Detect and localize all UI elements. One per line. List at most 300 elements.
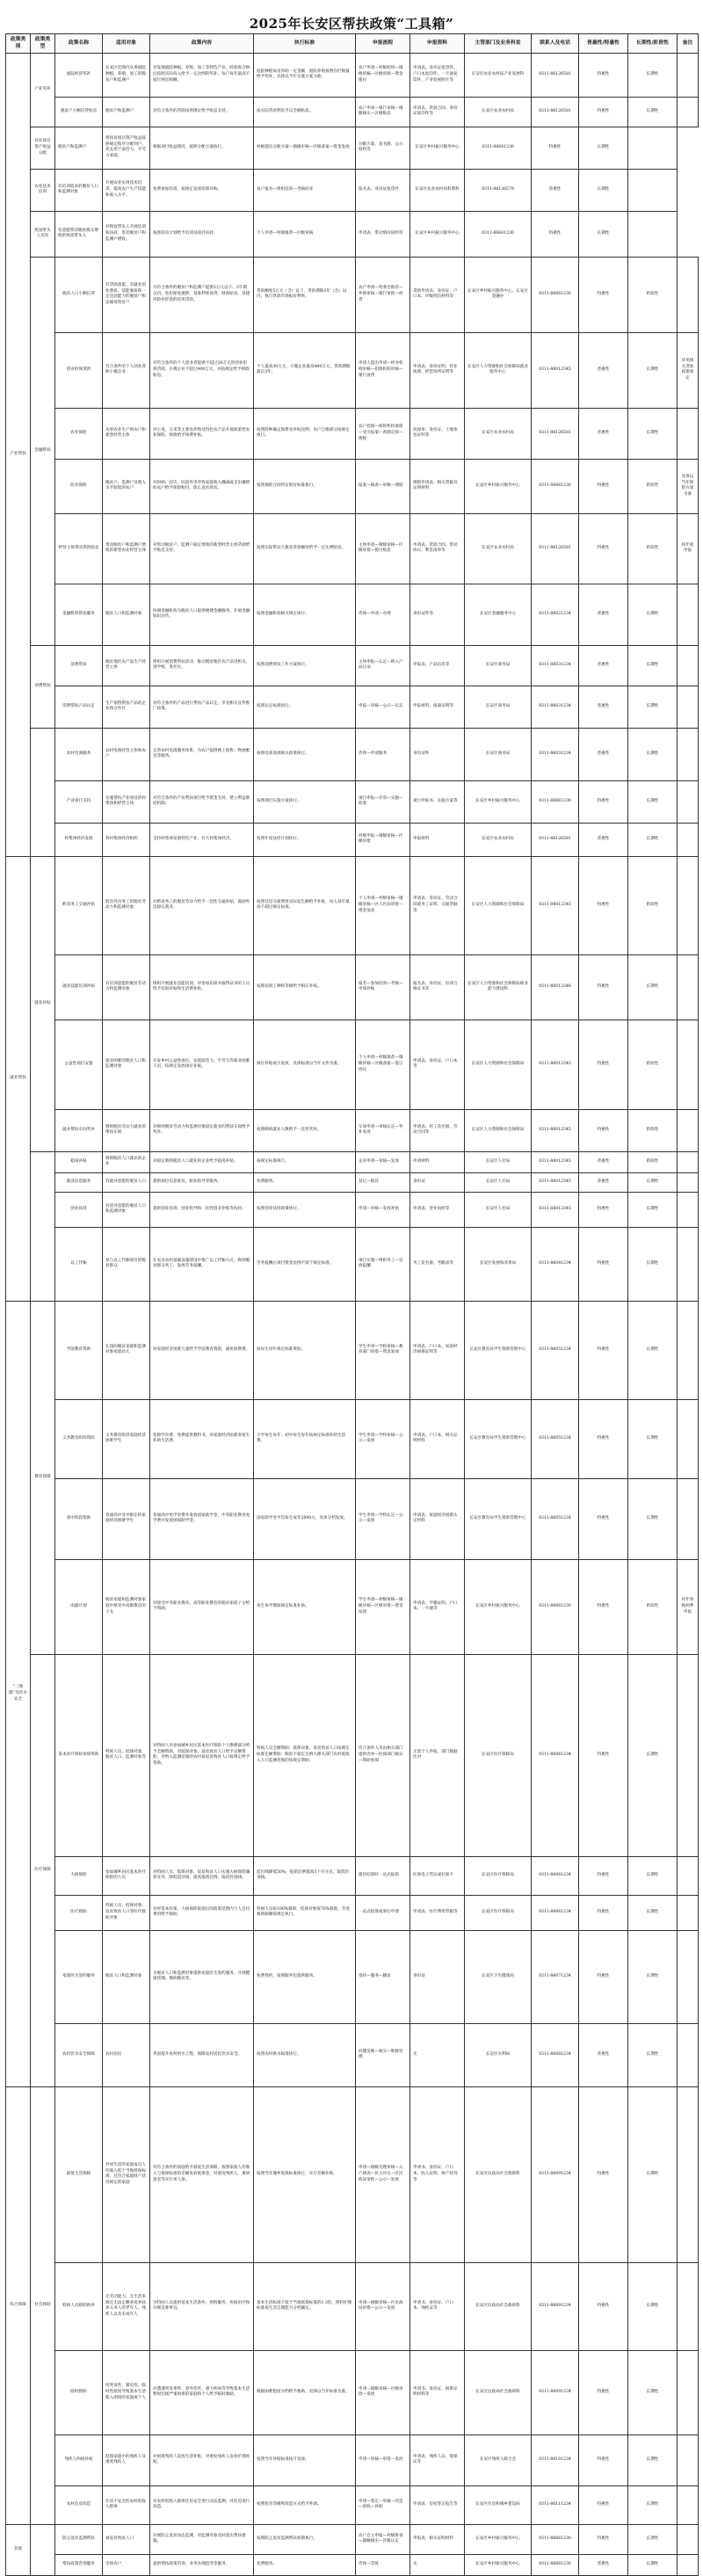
benefit-type-cell: 特惠性: [579, 1109, 628, 1151]
benefit-type-cell: 特惠性: [579, 2485, 628, 2524]
duration-cell: 长期性: [579, 127, 628, 169]
header-name: 政策名称: [55, 34, 103, 54]
contact-cell: 0311-86661230: [532, 2554, 579, 2575]
type-cell: 就业补贴: [31, 856, 55, 1151]
duration-cell: 阶段性: [628, 1109, 678, 1151]
dept-cell: 长安区水利局: [465, 2023, 532, 2086]
type-cell: 医疗保障: [31, 1654, 55, 2086]
note-cell: [678, 686, 699, 728]
type-cell: 金融帮扶: [31, 257, 55, 645]
flow-cell: 农户自主申报—村级排查—镇级核实—区级认定: [356, 2524, 410, 2554]
policy-name-cell: 临时救助: [55, 2350, 103, 2435]
benefit-type-cell: 特惠性: [579, 97, 628, 127]
note-cell: [678, 2524, 699, 2554]
policy-name-cell: 脱贫户小额信贷贴息: [55, 97, 103, 127]
contact-cell: 0311-86126579: [465, 169, 532, 211]
table-row: [6, 1930, 699, 2023]
standard-cell: 按规定标准执行。: [254, 1151, 356, 1172]
note-cell: [628, 127, 678, 169]
type-cell: [31, 1151, 55, 1301]
policy-name-cell: 防贫保险: [55, 459, 103, 513]
dept-cell: 长安区农业农村局: [465, 97, 532, 127]
policy-name-cell: 消费帮扶: [55, 645, 103, 686]
content-cell: 对发展庭院种植、养殖、加工等特色产业，经验收合格后按照实际投入给予一定比例的奖补，每户每年最高不超过规定限额。: [150, 53, 254, 97]
note-cell: [678, 1151, 699, 1172]
flow-cell: 农户申请—银行审核—镇级核实—区级贴息: [356, 97, 410, 127]
benefit-type-cell: 特惠性: [579, 1399, 628, 1478]
target-cell: 特困人员、低保对象、返贫致贫人口等医疗救助对象: [103, 1895, 150, 1930]
duration-cell: 长期性: [628, 728, 678, 780]
target-cell: 脱贫户和监测户: [55, 127, 103, 169]
type-cell: [31, 728, 55, 856]
type-cell: 教育保障: [31, 1301, 55, 1654]
target-cell: 参加城乡居民基本医疗保险的人员: [103, 1856, 150, 1895]
docs-cell: 申请书、身份证、困难证明材料等: [410, 2350, 465, 2435]
content-cell: 对特困人员、低保对象、返贫致贫人口实施大病保险倾斜支付，降低起付线、提高报销比例、取消封顶线。: [150, 1856, 254, 1895]
benefit-type-cell: 特惠性: [579, 2086, 628, 2262]
target-cell: 脱贫人口和监测对象: [103, 584, 150, 645]
benefit-type-cell: 特惠性: [579, 257, 628, 332]
dept-cell: 长安区农业农村局: [465, 823, 532, 856]
docs-cell: 申请表、营业执照等: [410, 1192, 465, 1227]
contact-cell: 0311-86012346: [532, 954, 579, 1020]
dept-cell: 长安区民政局社会救助科: [465, 2350, 532, 2435]
benefit-type-cell: 特惠性: [579, 513, 628, 584]
dept-cell: 长安区人力资源和社会保障局职业能力建设科: [465, 954, 532, 1020]
flow-cell: 符合条件人员由相关部门提供名单—医保部门核实—资助参保: [356, 1654, 410, 1856]
docs-cell: 申请表、贷款合同、带动协议、利息清单等: [410, 513, 465, 584]
dept-cell: 长安区医疗保障局: [465, 1895, 532, 1930]
contact-cell: 0311-86051234: [532, 1301, 579, 1399]
docs-cell: 申请表、医疗费用票据等: [410, 1895, 465, 1930]
flow-cell: 申请人提出申请—经办机构审核—担保机构审核—银行放贷: [356, 332, 410, 408]
policy-name-cell: 雨露计划: [55, 1559, 103, 1654]
policy-name-cell: 家庭医生签约服务: [55, 1930, 103, 2023]
note-cell: [678, 584, 699, 645]
benefit-type-cell: 特惠性: [579, 1856, 628, 1895]
flow-cell: 签约—服务—随访: [356, 1930, 410, 2023]
flow-cell: 就医结算时一站式报销: [356, 1856, 410, 1895]
standard-cell: 基本生活标准不低于当地低保标准的1.3倍，照料护理标准按生活自理能力分档确定。: [254, 2262, 356, 2350]
target-cell: 脱贫地区农产品生产经营主体: [103, 645, 150, 686]
note-cell: [678, 954, 699, 1020]
duration-cell: 长期性: [628, 954, 678, 1020]
standard-cell: 国家助学金平均每生每年2000元，具体分档发放。: [254, 1478, 356, 1559]
content-cell: 免除学杂费、免费提供教科书，对家庭经济困难寄宿生补助生活费。: [150, 1399, 254, 1478]
table-row: [6, 1895, 699, 1930]
benefit-type-cell: 特惠性: [579, 856, 628, 954]
table-row: [6, 728, 699, 780]
table-row: [6, 1227, 699, 1301]
contact-cell: 0311-86012345: [532, 1192, 579, 1227]
flow-cell: 主体申报—认定—纳入产品目录: [356, 645, 410, 686]
standard-cell: 按照农村供水标准执行。: [254, 2023, 356, 2086]
table-row: [6, 459, 699, 513]
duration-cell: 长期性: [628, 1930, 678, 2023]
dept-cell: 长安区乡村振兴服务中心: [410, 127, 465, 169]
dept-cell: 长安区人社局: [465, 1151, 532, 1172]
standard-cell: 按照保险合同约定赔付标准执行。: [254, 459, 356, 513]
contact-cell: 0311-86126581: [532, 513, 579, 584]
flow-cell: 问题反映—核实—维修处理: [356, 2023, 410, 2086]
docs-cell: 申请书、身份证、户口本、残疾证等: [410, 2262, 465, 2350]
policy-name-cell: 扶贫项目资产收益分配: [31, 127, 55, 169]
target-cell: 在园的脱贫家庭和监测对象家庭幼儿: [103, 1301, 150, 1399]
header-flow: 申报流程: [356, 34, 410, 54]
content-cell: 对符合条件的产业帮扶项目给予资金支持，建立利益联结机制。: [150, 780, 254, 823]
table-row: [6, 408, 699, 459]
standard-cell: 庭院种植每亩补助一定金额，庭院养殖按照存栏数量给予奖补，具体以当年实施方案为准。: [254, 53, 356, 97]
note-cell: [678, 1399, 699, 1478]
target-cell: 共同生活的家庭成员人均收入低于当地低保标准，且符合家庭财产状况规定的家庭: [103, 2086, 150, 2262]
dept-cell: 长安区农业农村局产业发展科: [465, 53, 532, 97]
target-cell: 实施帮扶产业项目的村集体和经营主体: [103, 780, 150, 823]
content-cell: 巩固提升农村供水工程，保障农村居民饮水安全。: [150, 2023, 254, 2086]
docs-cell: 身份证件等: [410, 584, 465, 645]
contact-cell: 0311-86091234: [532, 2350, 579, 2435]
benefit-type-cell: 特惠性: [579, 1227, 628, 1301]
dept-cell: 长安区乡村振兴服务中心: [465, 2524, 532, 2554]
content-cell: 将扶贫项目资产收益按照规定程序分配到户，优先用于弱劳力、半劳力家庭。: [103, 127, 150, 169]
category-cell: 就业帮扶: [6, 856, 31, 1301]
content-cell: 开展农业实用技术培训，提高农户生产技能和收入水平。: [103, 169, 150, 211]
note-cell: [678, 1172, 699, 1192]
standard-cell: 按照年度扶持计划执行。: [254, 823, 356, 856]
contact-cell: 0311-86661230: [532, 459, 579, 513]
contact-cell: 0311-86661230: [532, 2524, 579, 2554]
duration-cell: 长期性: [628, 686, 678, 728]
content-cell: 对遭遇突发事件、意外伤害、重大疾病等导致基本生活暂时出现严重困难的家庭和个人给予临时救助。: [150, 2350, 254, 2435]
dept-cell: 长安区商务局: [465, 686, 532, 728]
standard-cell: 按照培训工种和等级给予相应补贴。: [254, 954, 356, 1020]
document-title: 2025年长安区帮扶政策“工具箱”: [249, 16, 454, 32]
flow-cell: 农户申请—村委会推荐—乡镇审核—银行审批—放贷: [356, 257, 410, 332]
standard-cell: 劳务报酬占项目资金比例不低于规定标准。: [254, 1227, 356, 1301]
policy-name-cell: 特困人员救助供养: [55, 2262, 103, 2350]
contact-cell: 0311-86012345: [532, 856, 579, 954]
duration-cell: 长期性: [628, 823, 678, 856]
standard-cell: 根据困难程度分档给予救助，具体以当年标准为准。: [254, 2350, 356, 2435]
flow-cell: 登记—推荐: [356, 1172, 410, 1192]
content-cell: 开展防止返贫动态监测，对监测对象及时落实帮扶措施。: [150, 2524, 254, 2554]
contact-cell: 0311-86091234: [532, 2086, 579, 2262]
target-cell: 有培训需求的脱贫人口和监测对象: [55, 169, 103, 211]
benefit-type-cell: 普惠性: [579, 728, 628, 780]
flow-cell: 咨询—申请服务: [356, 728, 410, 780]
docs-cell: 身份证: [410, 1930, 465, 2023]
target-cell: 有贷款意愿、有就业创业潜质、技能素质和一定还款能力的脱贫户和边缘易致贫户: [103, 257, 150, 332]
target-cell: 无劳动能力、无生活来源且无法定赡养抚养扶养义务人的老年人、残疾人以及未成年人: [103, 2262, 150, 2350]
target-cell: 脱贫户、监测户及收入水平较低的农户: [103, 459, 150, 513]
target-cell: 住房不安全的农村低收入群体: [103, 2485, 150, 2524]
duration-cell: 阶段性: [628, 459, 678, 513]
contact-cell: 0311-86101234: [532, 2435, 579, 2485]
standard-cell: 按照防止返贫监测帮扶机制执行。: [254, 2524, 356, 2554]
note-cell: [678, 1192, 699, 1227]
target-cell: 长安区范围内从事庭院种植、养殖、加工的脱贫户和监测户: [103, 53, 150, 97]
standard-cell: 按照当年补贴标准按月发放。: [254, 2435, 356, 2485]
content-cell: 组织开展就业技能培训，对参加培训并取得证书的人员给予培训补贴和生活费补贴。: [150, 954, 254, 1020]
content-cell: 协调金融机构为脱贫人口提供便捷金融服务，开展金融知识宣传。: [150, 584, 254, 645]
note-cell: [678, 53, 699, 97]
flow-cell: 申请—镇级审核—区民政局审批—公示—发放: [356, 2262, 410, 2350]
target-cell: 有意愿带动脱贫群众增收的致富带头人: [55, 211, 103, 257]
docs-cell: 申请表、身份证复印件、户口本复印件、一卡通复印件、产业发展照片等: [410, 53, 465, 97]
benefit-type-cell: 普惠性: [579, 1172, 628, 1192]
standard-cell: 按照认定标准执行。: [254, 686, 356, 728]
flow-cell: 申报—审核—公示—认定: [356, 686, 410, 728]
contact-cell: 0311-86081234: [532, 2023, 579, 2086]
benefit-type-cell: 特惠性: [579, 1930, 628, 2023]
dept-cell: 长安区金融服务中心: [465, 584, 532, 645]
benefit-type-cell: 特惠性: [579, 53, 628, 97]
target-cell: 吸纳脱贫劳动力就业的帮扶车间: [103, 1109, 150, 1151]
table-row: [6, 211, 699, 257]
standard-cell: 贷款额度5万元（含）以下，贷款期限3年（含）以内，执行贷款市场报价利率。: [254, 257, 356, 332]
docs-cell: 申报材料、质量证明等: [410, 686, 465, 728]
policy-name-cell: 就业技能培训补贴: [55, 954, 103, 1020]
duration-cell: 长期性: [579, 169, 628, 211]
table-row: [6, 2023, 699, 2086]
benefit-type-cell: 特惠性: [579, 1895, 628, 1930]
target-cell: 脱贫户和监测户: [103, 97, 150, 127]
duration-cell: 长期性: [628, 1895, 678, 1930]
dept-cell: 长安区教育局学生资助管理中心: [465, 1399, 532, 1478]
policy-name-cell: 致富带头人培育: [31, 211, 55, 257]
content-cell: 对农村低收入群体住房安全进行动态监测，对危房进行改造。: [150, 2485, 254, 2524]
table-row: [6, 169, 699, 211]
target-cell: 各村集体经济组织: [103, 823, 150, 856]
target-cell: 参与以工代赈项目的脱贫群众: [103, 1227, 150, 1301]
table-body: [6, 53, 699, 2575]
flow-cell: 咨询—申请—办理: [356, 584, 410, 645]
benefit-type-cell: 特惠性: [532, 127, 579, 169]
flow-cell: 咨询—答复: [356, 2554, 410, 2575]
duration-cell: 长期性: [628, 1478, 678, 1559]
benefit-type-cell: 特惠性: [579, 1192, 628, 1227]
benefit-type-cell: 特惠性: [579, 1654, 628, 1856]
content-cell: 为特困人员提供基本生活条件、照料服务、疾病治疗和办理丧葬事宜。: [150, 2262, 254, 2350]
table-row: [6, 1301, 699, 1399]
policy-name-cell: 公益性岗位安置: [55, 1020, 103, 1109]
policy-name-cell: 就业信息服务: [55, 1172, 103, 1192]
content-cell: 对家庭经济困难儿童给予学前教育资助，减免保教费。: [150, 1301, 254, 1399]
duration-cell: 长期性: [628, 780, 678, 823]
docs-cell: 报名表、身份证复印件: [356, 169, 410, 211]
table-row: [6, 1192, 699, 1227]
docs-cell: 贷款申请表、身份证、户口本、评级授信材料等: [410, 257, 465, 332]
policy-name-cell: 义务教育阶段资助: [55, 1399, 103, 1478]
table-row: [6, 2524, 699, 2554]
standard-cell: 按照往返交通费用实际发生额给予补贴，每人每年最高不超过规定标准。: [254, 856, 356, 954]
policy-name-cell: 稳岗补贴: [55, 1151, 103, 1172]
contact-cell: 0311-86061234: [532, 1895, 579, 1930]
table-row: [6, 53, 699, 97]
dept-cell: 长安区人社局: [465, 1192, 532, 1227]
dept-cell: 长安区教育局学生资助管理中心: [465, 1301, 532, 1399]
duration-cell: 长期性: [628, 2524, 678, 2554]
docs-cell: 投保单、身份证、土地承包证明等: [410, 408, 465, 459]
note-cell: [678, 1930, 699, 2023]
flow-cell: 项目申报—评审—实施—验收: [356, 780, 410, 823]
benefit-type-cell: 普惠性: [579, 332, 628, 408]
policy-name-cell: 帮扶政策咨询服务: [55, 2554, 103, 2575]
dept-cell: 长安区商务局: [465, 728, 532, 780]
flow-cell: 一站式结算或事后申请: [356, 1895, 410, 1930]
benefit-type-cell: 特惠性: [579, 2435, 628, 2485]
content-cell: 对致富带头人开展培训和扶持，带动脱贫户和监测户增收。: [103, 211, 150, 257]
dept-cell: 长安区医疗保障局: [465, 1856, 532, 1895]
contact-cell: 0311-86051234: [532, 1399, 579, 1478]
benefit-type-cell: 普惠性: [579, 645, 628, 686]
table-row: [6, 686, 699, 728]
target-cell: 从事农业生产的农户和新型经营主体: [103, 408, 150, 459]
duration-cell: 长期性: [628, 1301, 678, 1399]
docs-cell: 申请表、户口本、相关证明材料: [410, 1399, 465, 1478]
contact-cell: 0311-86661230: [532, 257, 579, 332]
duration-cell: 长期性: [628, 332, 678, 408]
dept-cell: 长安区教育局学生资助管理中心: [465, 1478, 532, 1559]
policy-name-cell: 农业保险: [55, 408, 103, 459]
benefit-type-cell: 特惠性: [579, 2524, 628, 2554]
standard-cell: 按照项目实施方案执行。: [254, 780, 356, 823]
contact-cell: 0311-86031234: [532, 728, 579, 780]
note-cell: [678, 1654, 699, 1856]
standard-cell: 按照培育计划给予培训及项目扶持。: [150, 211, 254, 257]
policy-name-cell: 庭院经济奖补: [55, 53, 103, 97]
policy-name-cell: 创业担保贷款: [55, 332, 103, 408]
table-row: [6, 2086, 699, 2262]
flow-cell: 报名—参加培训—考核—申领补贴: [356, 954, 410, 1020]
contact-cell: 0311-86012345: [532, 1109, 579, 1151]
docs-cell: 无需个人申报，部门数据比对: [410, 1654, 465, 1856]
note-cell: [678, 1478, 699, 1559]
note-cell: [678, 2350, 699, 2435]
table-row: [6, 2485, 699, 2524]
note-cell: [678, 823, 699, 856]
content-cell: 对跨省务工的脱贫劳动力给予一次性交通补贴，鼓励外出稳定就业。: [150, 856, 254, 954]
type-cell: 社会救助: [31, 2086, 55, 2524]
content-cell: 对因病、因灾、因意外等导致家庭收入骤减或支出骤增的农户给予保险赔付，防止返贫致贫。: [150, 459, 254, 513]
contact-cell: 0311-86126581: [532, 53, 579, 97]
flow-cell: 农户报名—组织培训—考核结业: [254, 169, 356, 211]
note-cell: 详见相关贷款政策规定: [678, 332, 699, 408]
policy-name-cell: 学前教育资助: [55, 1301, 103, 1399]
benefit-type-cell: 普惠性: [579, 2023, 628, 2086]
table-row: [6, 1109, 699, 1151]
dept-cell: 长安区乡村振兴服务中心、长安区金融办: [465, 257, 532, 332]
policy-name-cell: 创业扶持: [55, 1192, 103, 1227]
target-cell: 跨省外出务工的脱贫劳动力和监测对象: [103, 856, 150, 954]
table-row: [6, 780, 699, 823]
policy-name-cell: 农村饮水安全保障: [55, 2023, 103, 2086]
flow-cell: 村级申报—镇级审核—区级审批: [356, 823, 410, 856]
contact-cell: 0311-86012345: [532, 1151, 579, 1172]
dept-cell: 长安区乡村振兴服务中心: [465, 780, 532, 823]
note-cell: 具体以当年保险方案为准: [678, 459, 699, 513]
duration-cell: 长期性: [628, 1172, 678, 1192]
target-cell: 易返贫致贫人口: [103, 2524, 150, 2554]
target-cell: 有就业意愿的脱贫人口: [103, 1172, 150, 1192]
table-row: [6, 1478, 699, 1559]
docs-cell: 项目申报书、实施方案等: [410, 780, 465, 823]
standard-cell: 按每生每年规定标准资助。: [254, 1301, 356, 1399]
contact-cell: 0311-86061234: [532, 1856, 579, 1895]
docs-cell: 申请表、房屋鉴定报告等: [410, 2485, 465, 2524]
target-cell: 有创业意愿的脱贫人口和监测对象: [103, 1192, 150, 1227]
type-cell: 产业奖补: [31, 53, 55, 127]
docs-cell: 申报材料: [410, 823, 465, 856]
policy-name-cell: 医疗救助: [55, 1895, 103, 1930]
content-cell: 对特困人员参加城乡居民基本医疗保险个人缴费部分给予全额资助，对低保对象、返贫致贫人口给予定额资助，对纳入监测范围的农村易返贫致贫人口按规定给予资助。: [150, 1654, 254, 1856]
table-row: [6, 645, 699, 686]
policy-table: [5, 33, 699, 2576]
content-cell: 提供创业培训、创业指导和一次性创业补贴等扶持。: [150, 1192, 254, 1227]
header-standard: 执行标准: [254, 34, 356, 54]
header-target: 适用对象: [103, 34, 150, 54]
docs-cell: 申报表、产品信息等: [410, 645, 465, 686]
docs-cell: 申请材料: [410, 1151, 465, 1172]
contact-cell: 0311-86661230: [465, 211, 532, 257]
dept-cell: 长安区残疾人联合会: [465, 2435, 532, 2485]
note-cell: [678, 2435, 699, 2485]
content-cell: 为符合条件的脱贫户和监测户提供5万元以下、3年期以内、免担保免抵押、基准利率放贷、财政贴息、县建风险补偿金的信用贷款。: [150, 257, 254, 332]
note-cell: [678, 645, 699, 686]
duration-cell: 长期性: [628, 1192, 678, 1227]
table-row: [6, 584, 699, 645]
docs-cell: 申请表、身份证、户口本等: [410, 1020, 465, 1109]
flow-cell: 项目实施—组织务工—发放报酬: [356, 1227, 410, 1301]
standard-cell: 按照创业扶持政策执行。: [254, 1192, 356, 1227]
policy-name-cell: 农村危房改造: [55, 2485, 103, 2524]
target-cell: 带动脱贫户和监测户增收的新型农业经营主体: [103, 513, 150, 584]
contact-cell: 0311-86071234: [532, 1930, 579, 2023]
benefit-type-cell: 特惠性: [579, 954, 628, 1020]
docs-cell: 申请表、学籍证明、户口本、一卡通等: [410, 1559, 465, 1654]
duration-cell: 长期性: [628, 97, 678, 127]
dept-cell: 长安区农业农村局: [465, 408, 532, 459]
policy-name-cell: 高中阶段资助: [55, 1478, 103, 1559]
flow-cell: 个人申请—村级推荐—镇级审核—区级备案—签订协议: [356, 1020, 410, 1109]
note-cell: [678, 2023, 699, 2086]
note-cell: [678, 1301, 699, 1399]
content-cell: 对符合条件的个人创业者提供不超过30万元的创业担保贷款，小微企业不超过400万元，并按规定给予财政贴息。: [150, 332, 254, 408]
docs-cell: 申请表、家庭经济困难认定材料: [410, 1478, 465, 1559]
note-cell: [678, 1227, 699, 1301]
target-cell: 普通高中及中职在校家庭经济困难学生: [103, 1478, 150, 1559]
dept-cell: 长安区人力资源和社会保障局: [465, 856, 532, 954]
note-cell: [678, 257, 699, 332]
note-cell: [678, 1895, 699, 1930]
standard-cell: 按照实际带动人数及贷款额度给予一定比例贴息。: [254, 513, 356, 584]
standard-cell: 按照危房等级和改造方式给予补助。: [254, 2485, 356, 2524]
duration-cell: 阶段性: [628, 257, 678, 332]
flow-cell: 企业申请—审核—发放: [356, 1151, 410, 1172]
docs-cell: 报名表、身份证、培训合格证书等: [410, 954, 465, 1020]
contact-cell: 0311-86126581: [532, 823, 579, 856]
flow-cell: 申请—审核—发放补贴: [356, 1192, 410, 1227]
duration-cell: 长期性: [628, 2435, 678, 2485]
standard-cell: 岗位补贴按月发放，具体标准以当年文件为准。: [254, 1020, 356, 1109]
dept-cell: 长安区民政局社会救助科: [465, 2262, 532, 2350]
flow-cell: 申请—鉴定—审核—改造—验收—补助: [356, 2485, 410, 2524]
standard-cell: 特困人员全额资助；低保对象、返贫致贫人口按规定标准定额资助；脱贫不稳定且纳入相关部门农村低收入人口监测范围的按规定资助。: [254, 1654, 356, 1856]
header-benefit-type: 普惠性/特惠性: [579, 34, 628, 54]
target-cell: 农村居民: [103, 2023, 150, 2086]
category-cell: 综合保障: [6, 2086, 31, 2524]
docs-cell: 申请表、用工花名册、劳动合同等: [410, 1109, 465, 1151]
benefit-type-cell: 特惠性: [579, 459, 628, 513]
